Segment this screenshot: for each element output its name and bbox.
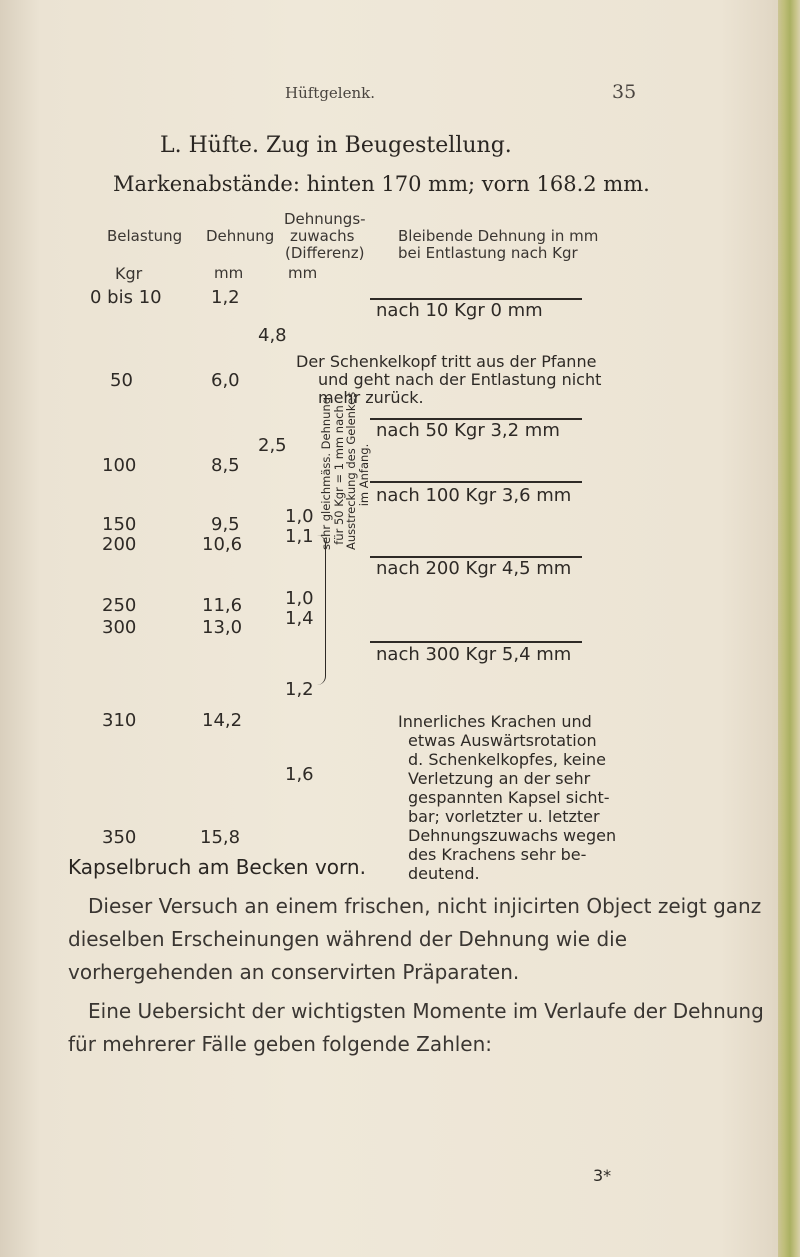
bracket bbox=[317, 535, 326, 685]
header-bleibende-line-2: bei Entlastung nach Kgr bbox=[398, 244, 578, 262]
note-310-line: d. Schenkelkopfes, keine bbox=[408, 750, 606, 769]
load-value: 300 bbox=[102, 617, 137, 638]
page-number: 35 bbox=[612, 81, 637, 103]
note-310-line: bar; vorletzter u. letzter bbox=[408, 807, 600, 826]
vertical-note-line: sehr gleichmäss. Dehnung bbox=[319, 396, 333, 550]
vertical-note-line: im Anfang. bbox=[356, 443, 371, 507]
body-paragraph-1: Dieser Versuch an einem frischen, nicht injicirten Object zeigt ganz dieselben Erscheinungen während der Dehnung wie die vorhergehenden an conservirten Präparaten. bbox=[68, 894, 762, 984]
vertical-note-line: Ausstreckung des Gelenkes bbox=[344, 391, 358, 550]
remaining-entry: nach 200 Kgr 4,5 mm bbox=[376, 558, 572, 579]
stretch-value: 14,2 bbox=[202, 710, 243, 731]
load-value: 50 bbox=[110, 370, 133, 391]
header-zuwachs-line-1: Dehnungs- bbox=[284, 210, 366, 228]
load-value: 150 bbox=[102, 514, 137, 535]
vertical-note-line: für 50 Kgr = 1 mm nach bbox=[331, 405, 346, 545]
header-zuwachs-line-2: zuwachs bbox=[290, 227, 355, 245]
note-310-line: gespannten Kapsel sicht- bbox=[408, 788, 610, 807]
header-belastung: Belastung bbox=[107, 227, 183, 245]
kapselbruch-line: Kapselbruch am Becken vorn. bbox=[68, 855, 366, 879]
note-310-line: des Krachens sehr be- bbox=[408, 845, 587, 864]
header-zuwachs-line-3: (Differenz) bbox=[285, 244, 365, 262]
stretch-value: 13,0 bbox=[202, 617, 243, 638]
increment-value: 1,1 bbox=[285, 526, 314, 547]
entry-rule bbox=[370, 481, 582, 483]
note-310-line: Innerliches Krachen und bbox=[398, 712, 592, 731]
stretch-value: 1,2 bbox=[211, 287, 240, 308]
note-310-line: Verletzung an der sehr bbox=[408, 769, 591, 788]
load-value: 310 bbox=[102, 710, 137, 731]
increment-value: 1,4 bbox=[285, 608, 314, 629]
unit-zuwachs: mm bbox=[288, 264, 318, 282]
section-title: L. Hüfte. Zug in Beugestellung. bbox=[160, 133, 512, 158]
stretch-value: 9,5 bbox=[211, 514, 240, 535]
stretch-value: 15,8 bbox=[200, 827, 241, 848]
load-value: 200 bbox=[102, 534, 137, 555]
increment-value: 1,2 bbox=[285, 679, 314, 700]
increment-value: 1,0 bbox=[285, 506, 314, 527]
remaining-entry: nach 10 Kgr 0 mm bbox=[376, 300, 543, 321]
running-head: Hüftgelenk. bbox=[285, 84, 375, 102]
load-value: 0 bis 10 bbox=[90, 287, 162, 308]
increment-value: 1,0 bbox=[285, 588, 314, 609]
signature-mark: 3* bbox=[593, 1166, 612, 1185]
load-value: 350 bbox=[102, 827, 137, 848]
increment-value: 2,5 bbox=[258, 435, 287, 456]
body-paragraph-2: Eine Uebersicht der wichtigsten Momente im Verlaufe der Dehnung für mehrerer Fälle geben folgende Zahlen: bbox=[68, 999, 764, 1056]
note-310-line: deutend. bbox=[408, 864, 480, 883]
note-310-line: Dehnungszuwachs wegen bbox=[408, 826, 617, 845]
entry-rule bbox=[370, 641, 582, 643]
increment-value: 4,8 bbox=[258, 325, 287, 346]
header-bleibende-line-1: Bleibende Dehnung in mm bbox=[398, 227, 599, 245]
section-subtitle: Markenabstände: hinten 170 mm; vorn 168.2 mm. bbox=[113, 172, 650, 196]
increment-value: 1,6 bbox=[285, 764, 314, 785]
unit-belastung: Kgr bbox=[115, 264, 143, 283]
header-dehnung: Dehnung bbox=[206, 227, 275, 245]
unit-dehnung: mm bbox=[214, 264, 244, 282]
note-310-line: etwas Auswärtsrotation bbox=[408, 731, 597, 750]
load-value: 100 bbox=[102, 455, 137, 476]
note-50-line: und geht nach der Entlastung nicht bbox=[318, 370, 602, 389]
load-value: 250 bbox=[102, 595, 137, 616]
stretch-value: 10,6 bbox=[202, 534, 243, 555]
remaining-entry: nach 100 Kgr 3,6 mm bbox=[376, 485, 572, 506]
note-50-line: Der Schenkelkopf tritt aus der Pfanne bbox=[296, 352, 597, 371]
remaining-entry: nach 300 Kgr 5,4 mm bbox=[376, 644, 572, 665]
vertical-note bbox=[319, 391, 380, 550]
remaining-entry: nach 50 Kgr 3,2 mm bbox=[376, 420, 560, 441]
note-50-line: mehr zurück. bbox=[318, 388, 424, 407]
stretch-value: 11,6 bbox=[202, 595, 243, 616]
page-edge bbox=[778, 0, 800, 1257]
stretch-value: 6,0 bbox=[211, 370, 240, 391]
stretch-value: 8,5 bbox=[211, 455, 240, 476]
